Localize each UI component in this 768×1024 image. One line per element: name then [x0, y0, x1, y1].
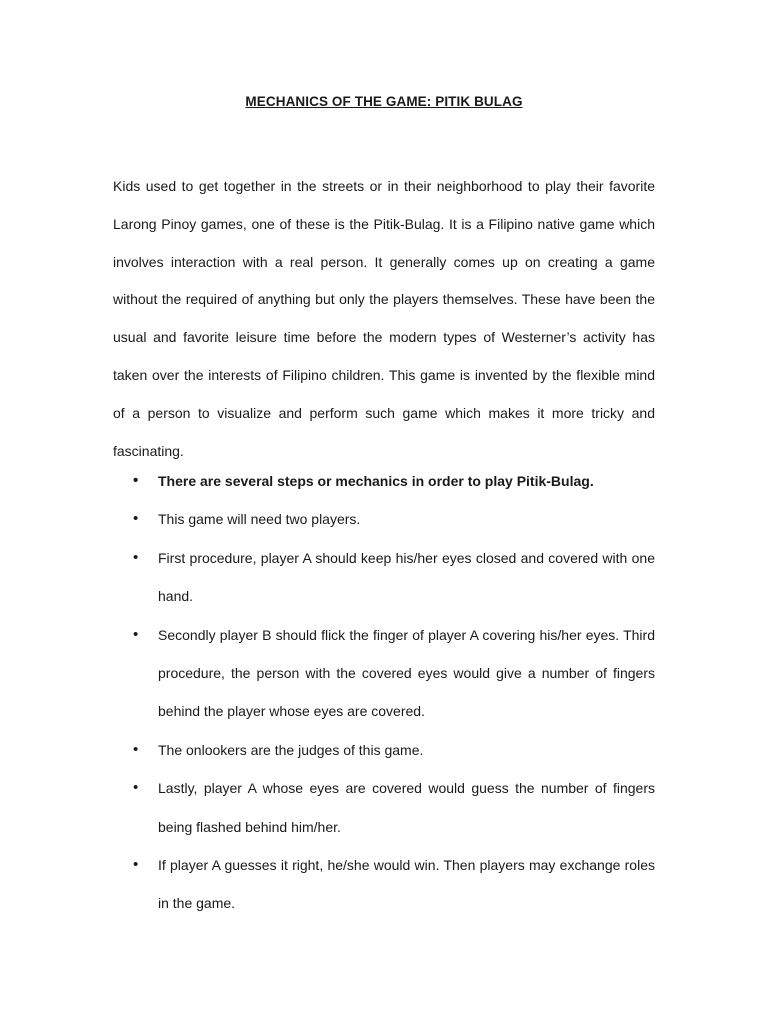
mechanics-list: [113, 462, 655, 923]
list-item: • There are several steps or mechanics in order to play Pitik-Bulag.: [113, 462, 655, 500]
list-item: • Secondly player B should flick the finger of player A covering his/her eyes. Third procedure, the person with the covered eyes would give a number of fingers behind the player whose eyes are covered.: [113, 616, 655, 731]
document-title: MECHANICS OF THE GAME: PITIK BULAG: [245, 94, 523, 109]
list-item: • If player A guesses it right, he/she would win. Then players may exchange roles in the game.: [113, 846, 655, 923]
list-item: • This game will need two players.: [113, 500, 655, 538]
list-item: • The onlookers are the judges of this game.: [113, 731, 655, 769]
intro-paragraph: Kids used to get together in the streets or in their neighborhood to play their favorite Larong Pinoy games, one of these is the Pitik-Bulag. It is a Filipino native game which involves interaction with a real person. It generally comes up on creating a game without the required of anything but only the players themselves. These have been the usual and favorite leisure time before the modern types of Westerner’s activity has taken over the interests of Filipino children. This game is invented by the flexible mind of a person to visualize and perform such game which makes it more tricky and fascinating.: [113, 178, 655, 459]
list-item: • Lastly, player A whose eyes are covered would guess the number of fingers being flashed behind him/her.: [113, 769, 655, 846]
list-item: • First procedure, player A should keep his/her eyes closed and covered with one hand.: [113, 539, 655, 616]
